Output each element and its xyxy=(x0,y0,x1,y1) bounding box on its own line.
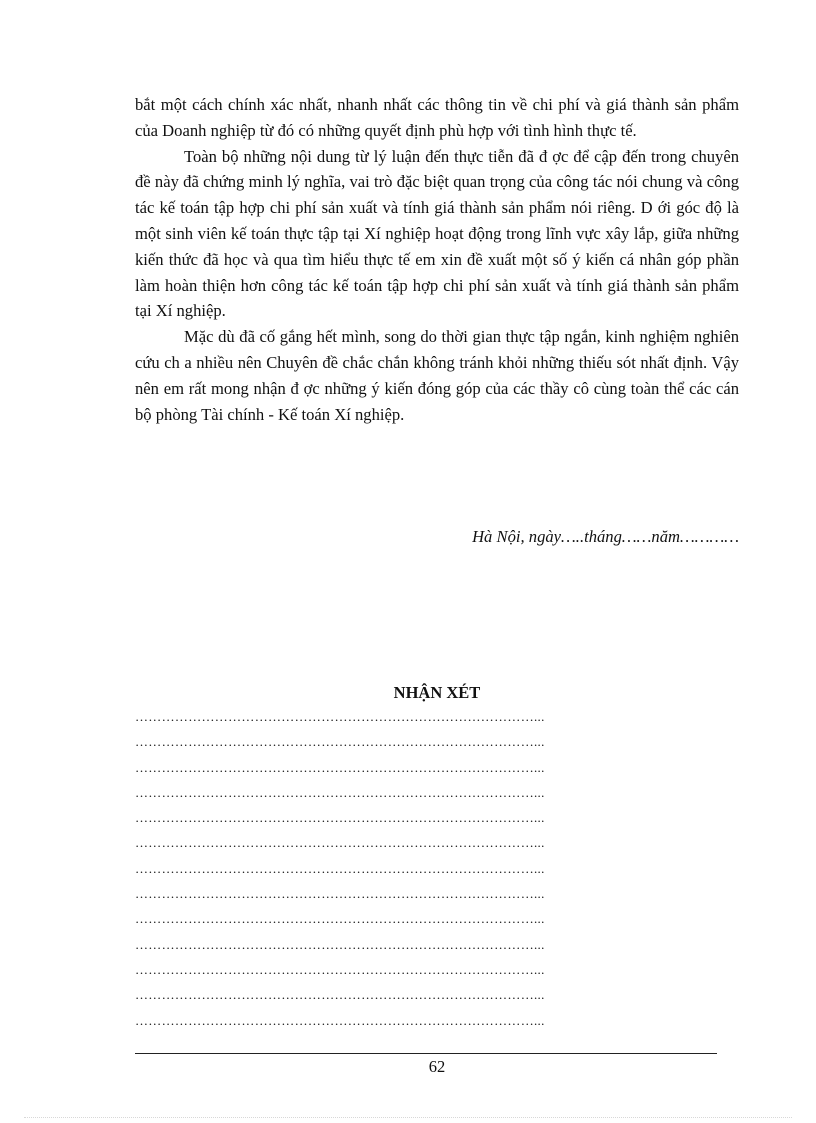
dotted-line: ………………………………………………………………………………... xyxy=(135,734,545,750)
dotted-line: ………………………………………………………………………………... xyxy=(135,911,545,927)
dotted-line: ………………………………………………………………………………... xyxy=(135,759,545,775)
body-text xyxy=(135,92,739,427)
dotted-line: ………………………………………………………………………………... xyxy=(135,987,545,1003)
dotted-line: ………………………………………………………………………………... xyxy=(135,1012,545,1028)
dotted-line: ………………………………………………………………………………... xyxy=(135,709,545,724)
dotted-line: ………………………………………………………………………………... xyxy=(135,835,545,851)
paragraph-3: Mặc dù đã cố gắng hết mình, song do thời gian thực tập ngắn, kinh nghiệm nghiên cứu ch a nhiều nên Chuyên đề chắc chắn không tránh khỏi những thiếu sót nhất định. Vậy nên em rất mong nhận đ ợc những ý kiến đóng góp của các thầy cô cùng toàn thể các cán bộ phòng Tài chính - Kế toán Xí nghiệp. xyxy=(135,327,739,424)
dotted-line: ………………………………………………………………………………... xyxy=(135,886,545,902)
dotted-line: ………………………………………………………………………………... xyxy=(135,860,545,876)
paragraph-1: bắt một cách chính xác nhất, nhanh nhất các thông tin về chi phí và giá thành sản phẩm của Doanh nghiệp từ đó có những quyết định phù hợp với tình hình thực tế. xyxy=(135,95,739,140)
dotted-line: ………………………………………………………………………………... xyxy=(135,961,545,977)
review-dotted-lines xyxy=(135,704,605,1033)
date-signature-line: Hà Nội, ngày…..tháng……năm………… xyxy=(472,527,739,546)
paragraph-2: Toàn bộ những nội dung từ lý luận đến thực tiễn đã đ ợc để cập đến trong chuyên đề này đã chứng minh lý nghĩa, vai trò đặc biệt quan trọng của công tác nói chung và công tác kế toán tập hợp chi phí sản xuất và tính giá thành sản phẩm nói riêng. D ới góc độ là một sinh viên kế toán thực tập tại Xí nghiệp hoạt động trong lĩnh vực xây lắp, giữa những kiến thức đã học và qua tìm hiểu thực tế em xin đề xuất một số ý kiến cá nhân góp phần làm hoàn thiện hơn công tác kế toán tập hợp chi phí sản xuất và tính giá thành sản phẩm tại Xí nghiệp. xyxy=(135,146,739,321)
page-bottom-edge xyxy=(24,1117,792,1118)
review-heading: NHẬN XÉT xyxy=(393,683,481,702)
dotted-line: ………………………………………………………………………………... xyxy=(135,784,545,800)
page-number: 62 xyxy=(428,1057,446,1076)
dotted-line: ………………………………………………………………………………... xyxy=(135,810,545,826)
footer-divider xyxy=(135,1053,717,1054)
dotted-line: ………………………………………………………………………………... xyxy=(135,936,545,952)
